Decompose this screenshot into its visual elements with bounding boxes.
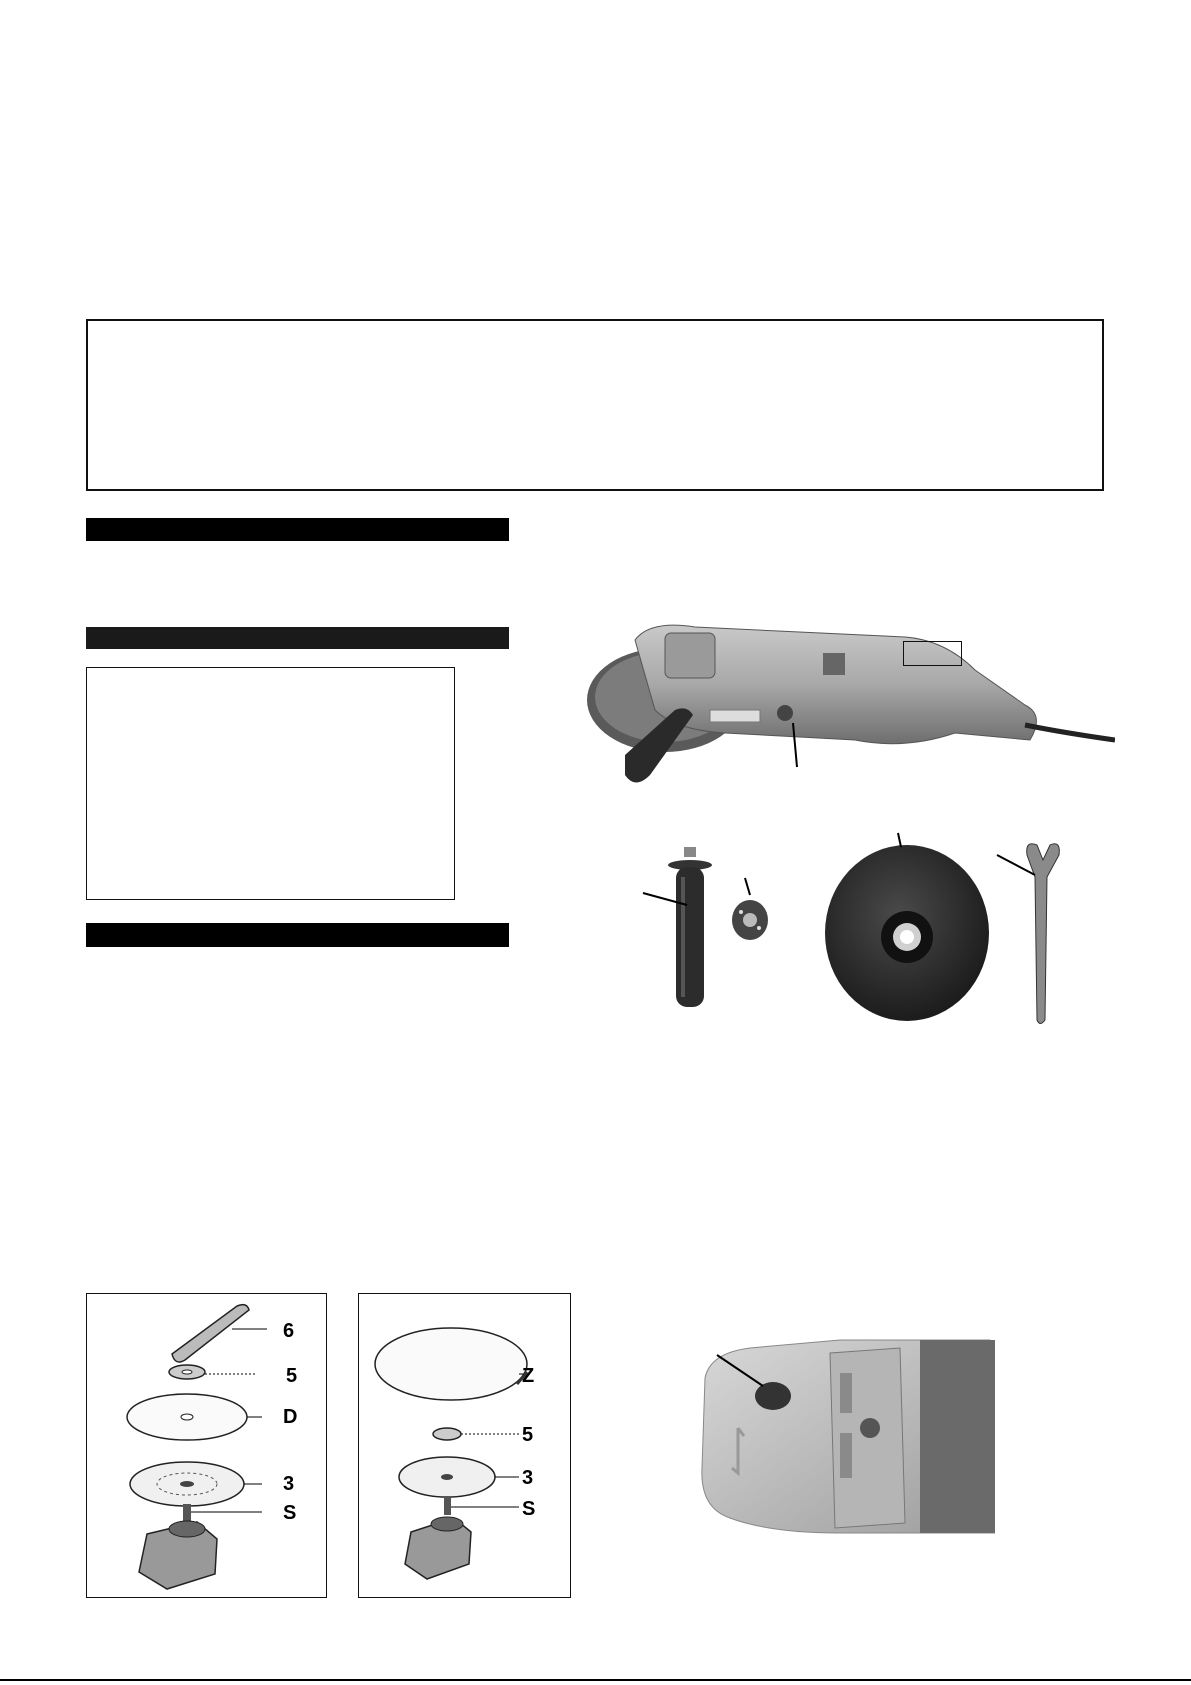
side-handle-accessory [668,847,712,1007]
pin-spanner [1027,844,1060,1024]
product-photo [575,615,1115,1035]
figure-label-box [903,641,962,666]
spindle-lock-button [755,1382,791,1410]
label-Z: Z [522,1365,535,1387]
power-cable [1025,725,1115,740]
flange-nut [732,900,768,940]
label-5: 5 [286,1365,298,1387]
assembly-diagram-polishing [359,1294,569,1596]
rubber-backing-pad [825,845,989,1021]
spindle-lock-photo [690,1318,995,1538]
section-header-bar-3 [86,923,509,947]
notice-box [86,319,1104,491]
label-5: 5 [522,1424,534,1446]
assembly-figure-disc [86,1293,327,1598]
label-3: 3 [283,1473,295,1495]
label-D: D [283,1406,298,1428]
label-3: 3 [522,1467,534,1489]
label-S: S [522,1498,536,1520]
label-S: S [283,1502,297,1524]
assembly-figure-polishing [358,1293,571,1598]
section-header-bar-1 [86,518,509,541]
label-6: 6 [283,1320,295,1342]
spec-table-box [86,667,455,900]
bottom-rule [0,1679,1191,1681]
section-header-bar-2 [86,627,509,649]
